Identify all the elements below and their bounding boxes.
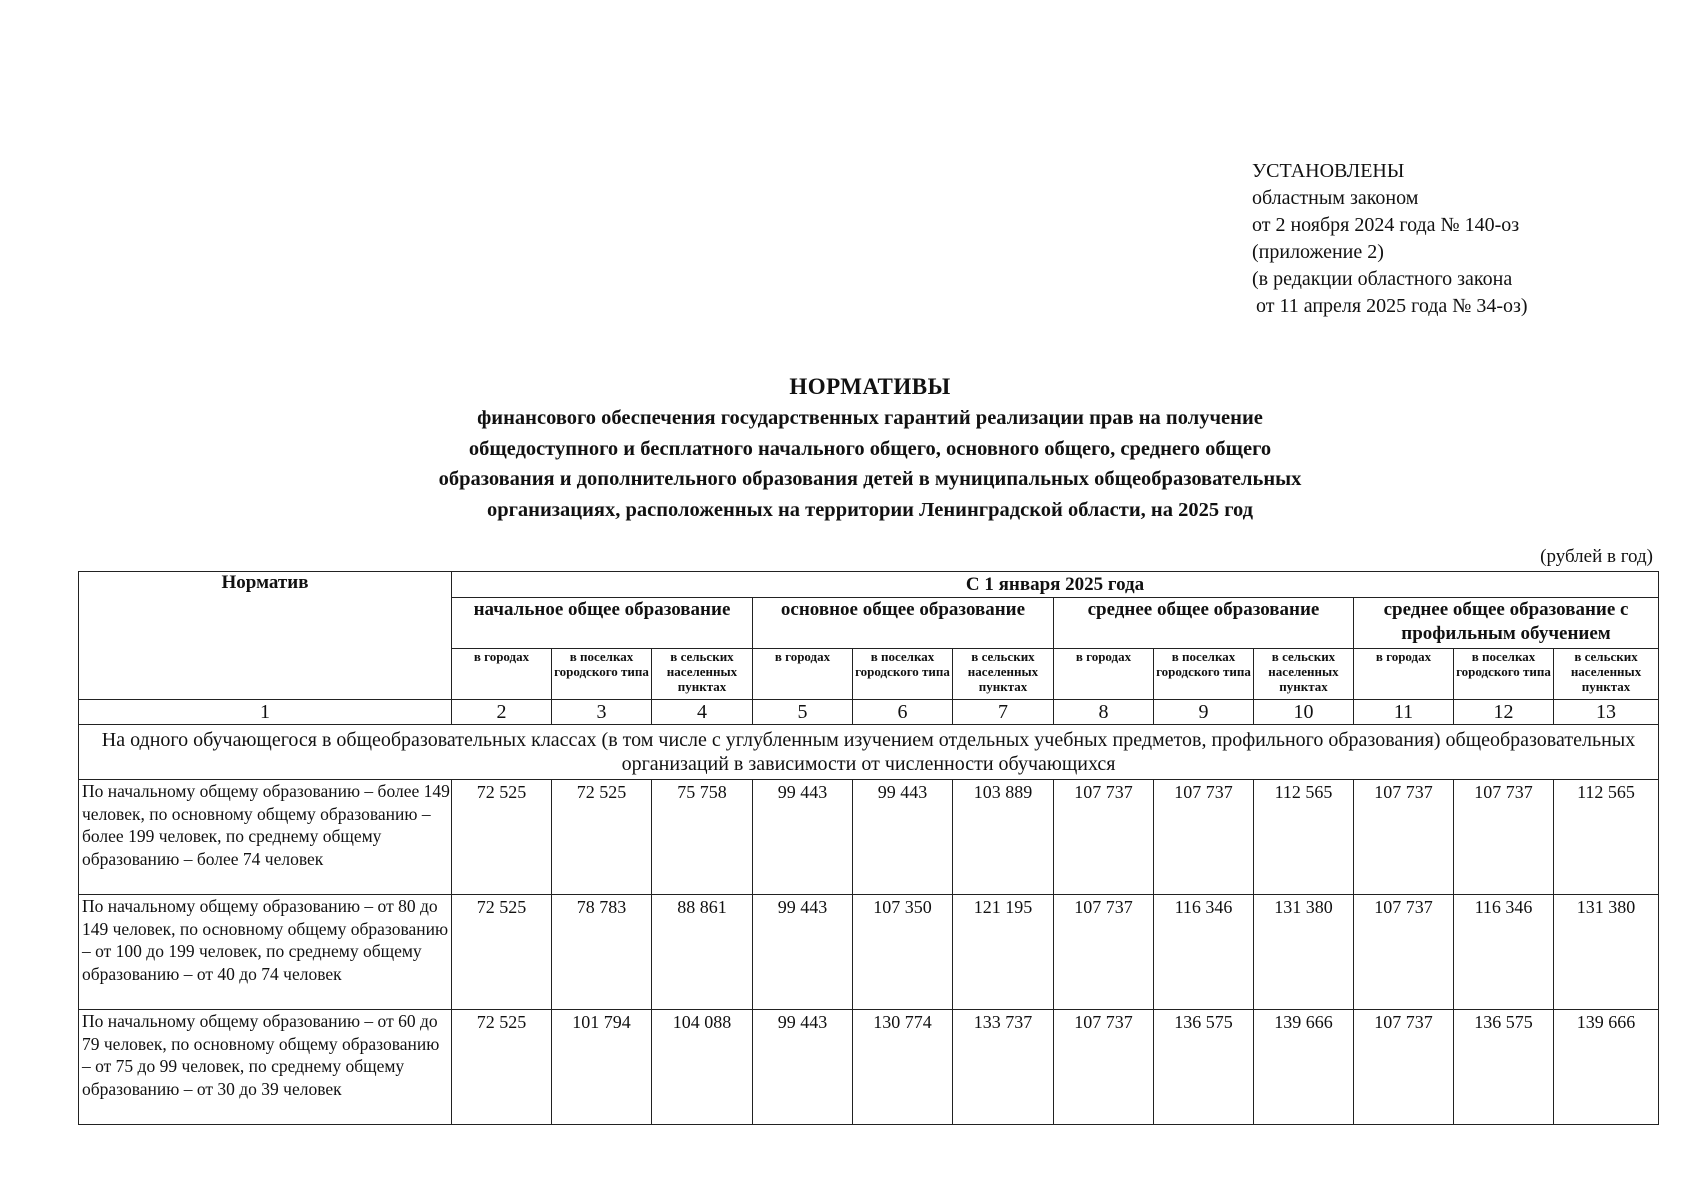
header-level-basic: основное общее образование <box>753 598 1054 649</box>
table-cell: 104 088 <box>652 1010 753 1125</box>
subheader-city: в городах <box>753 649 853 700</box>
subheader-city: в городах <box>1354 649 1454 700</box>
table-cell: 116 346 <box>1154 895 1254 1010</box>
table-cell: 116 346 <box>1454 895 1554 1010</box>
section-title: На одного обучающегося в общеобразовательных классах (в том числе с углубленным изучением отдельных учебных предметов, профильного образования) общеобразовательных организаций в зависимости от численности обучающихся <box>79 725 1659 780</box>
section-row <box>79 725 1659 780</box>
subheader-town: в поселках городского типа <box>1454 649 1554 700</box>
title-line-2: общедоступного и бесплатного начального общего, основного общего, среднего общего <box>468 437 1272 460</box>
table-cell: 107 737 <box>1354 1010 1454 1125</box>
table-cell: 133 737 <box>953 1010 1054 1125</box>
column-number: 13 <box>1554 700 1659 725</box>
subheader-town: в поселках городского типа <box>552 649 652 700</box>
table-cell: 136 575 <box>1154 1010 1254 1125</box>
column-number: 1 <box>79 700 452 725</box>
table-cell: 78 783 <box>552 895 652 1010</box>
table-cell: 139 666 <box>1254 1010 1354 1125</box>
table-cell: 99 443 <box>753 1010 853 1125</box>
subheader-city: в городах <box>452 649 552 700</box>
table-cell: 121 195 <box>953 895 1054 1010</box>
column-number: 9 <box>1154 700 1254 725</box>
table-cell: 136 575 <box>1454 1010 1554 1125</box>
header-level-secondary: среднее общее образование <box>1054 598 1354 649</box>
title-line-3: образования и дополнительного образования детей в муниципальных общеобразовательных <box>438 468 1302 490</box>
table-cell: 101 794 <box>552 1010 652 1125</box>
subheader-city: в городах <box>1054 649 1154 700</box>
column-number: 2 <box>452 700 552 725</box>
subheader-rural: в сельских населенных пунктах <box>1554 649 1659 700</box>
row-label: По начальному общему образованию – более 149 человек, по основному общему образованию – более 199 человек, по среднему общему образованию – более 74 человек <box>79 780 452 895</box>
column-number: 3 <box>552 700 652 725</box>
table-cell: 107 350 <box>853 895 953 1010</box>
table-cell: 88 861 <box>652 895 753 1010</box>
header-level-primary: начальное общее образование <box>452 598 753 649</box>
approval-line-6: от 11 апреля 2025 года № 34-оз) <box>1256 295 1528 317</box>
table-cell: 107 737 <box>1054 1010 1154 1125</box>
title-main: НОРМАТИВЫ <box>789 374 951 399</box>
column-number: 4 <box>652 700 753 725</box>
approval-line-2: областным законом <box>1252 187 1419 209</box>
row-label: По начальному общему образованию – от 60 до 79 человек, по основному общему образованию – от 75 до 99 человек, по среднему общему образованию – от 30 до 39 человек <box>79 1010 452 1125</box>
units-note: (рублей в год) <box>1540 546 1653 567</box>
table-cell: 72 525 <box>452 895 552 1010</box>
column-number-row <box>79 700 1659 725</box>
column-number: 6 <box>853 700 953 725</box>
table-cell: 139 666 <box>1554 1010 1659 1125</box>
header-norm: Норматив <box>79 572 452 700</box>
table-cell: 107 737 <box>1054 895 1154 1010</box>
approval-stamp <box>1252 158 1528 320</box>
column-number: 8 <box>1054 700 1154 725</box>
approval-line-4: (приложение 2) <box>1252 241 1384 263</box>
column-number: 12 <box>1454 700 1554 725</box>
title-line-4: организациях, расположенных на территории Ленинградской области, на 2025 год <box>486 498 1254 521</box>
approval-line-3: от 2 ноября 2024 года № 140-оз <box>1252 214 1520 236</box>
table-row <box>79 895 1659 1010</box>
table-cell: 107 737 <box>1354 780 1454 895</box>
column-number: 11 <box>1354 700 1454 725</box>
header-date: С 1 января 2025 года <box>452 572 1659 598</box>
table-row <box>79 780 1659 895</box>
subheader-rural: в сельских населенных пунктах <box>953 649 1054 700</box>
subheader-town: в поселках городского типа <box>1154 649 1254 700</box>
document-title <box>200 372 1540 524</box>
table-cell: 131 380 <box>1254 895 1354 1010</box>
table-cell: 107 737 <box>1354 895 1454 1010</box>
table-row <box>79 1010 1659 1125</box>
table-cell: 75 758 <box>652 780 753 895</box>
subheader-rural: в сельских населенных пунктах <box>652 649 753 700</box>
approval-line-1: УСТАНОВЛЕНЫ <box>1252 160 1405 182</box>
row-label: По начальному общему образованию – от 80 до 149 человек, по основному общему образованию – от 100 до 199 человек, по среднему общему образованию – от 40 до 74 человек <box>79 895 452 1010</box>
table-cell: 130 774 <box>853 1010 953 1125</box>
table-cell: 99 443 <box>853 780 953 895</box>
table-cell: 112 565 <box>1254 780 1354 895</box>
table-cell: 99 443 <box>753 780 853 895</box>
column-number: 7 <box>953 700 1054 725</box>
title-line-1: финансового обеспечения государственных гарантий реализации прав на получение <box>477 407 1263 429</box>
column-number: 5 <box>753 700 853 725</box>
table-cell: 103 889 <box>953 780 1054 895</box>
table-cell: 72 525 <box>552 780 652 895</box>
table-cell: 107 737 <box>1154 780 1254 895</box>
table-cell: 107 737 <box>1054 780 1154 895</box>
table-cell: 72 525 <box>452 1010 552 1125</box>
column-number: 10 <box>1254 700 1354 725</box>
table-cell: 72 525 <box>452 780 552 895</box>
norms-table <box>78 571 1659 1125</box>
subheader-rural: в сельских населенных пунктах <box>1254 649 1354 700</box>
header-level-secondary-profile: среднее общее образование с профильным обучением <box>1354 598 1659 649</box>
table-cell: 107 737 <box>1454 780 1554 895</box>
table-cell: 112 565 <box>1554 780 1659 895</box>
approval-line-5: (в редакции областного закона <box>1252 268 1513 290</box>
table-cell: 131 380 <box>1554 895 1659 1010</box>
table-cell: 99 443 <box>753 895 853 1010</box>
subheader-town: в поселках городского типа <box>853 649 953 700</box>
